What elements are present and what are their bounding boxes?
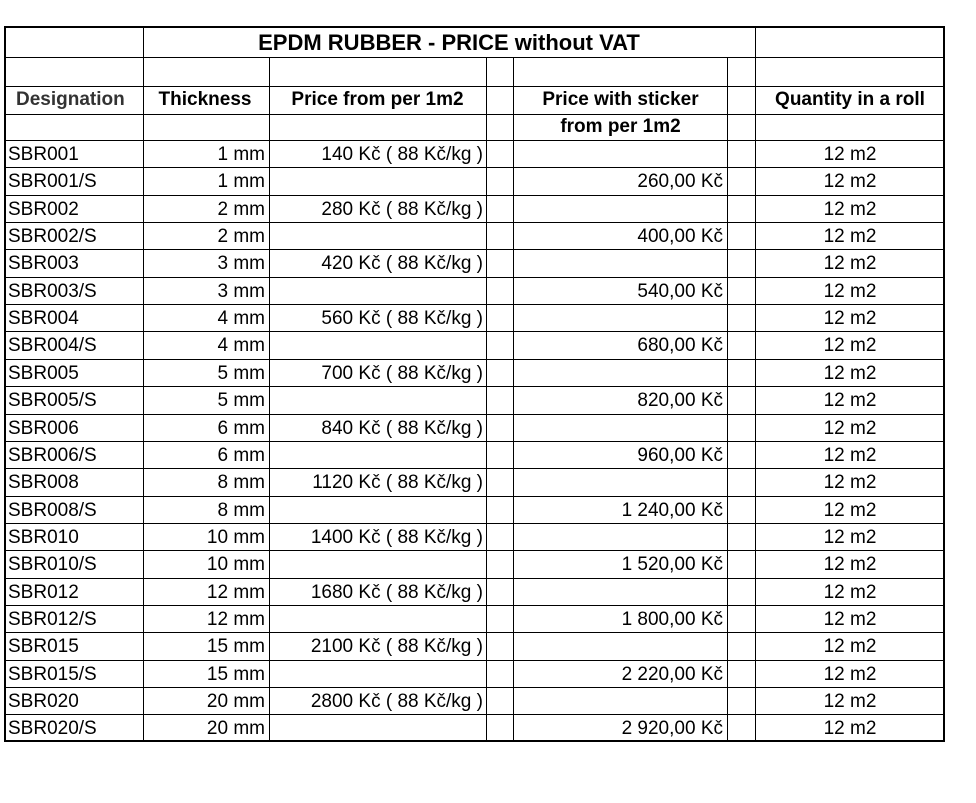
cell-price-per-m2: 2100 Kč ( 88 Kč/kg ) — [310, 637, 483, 657]
grid-hline — [6, 632, 943, 633]
grid-hline — [6, 578, 943, 579]
cell-price-with-sticker: 1 800,00 Kč — [621, 610, 723, 630]
header-thickness: Thickness — [158, 90, 252, 110]
cell-designation: SBR020/S — [8, 719, 97, 739]
cell-designation: SBR004/S — [8, 336, 97, 356]
grid-hline — [6, 714, 943, 715]
grid-vline — [486, 57, 487, 740]
cell-price-per-m2: 2800 Kč ( 88 Kč/kg ) — [310, 692, 483, 712]
grid-hline — [6, 331, 943, 332]
cell-thickness: 6 mm — [217, 446, 265, 466]
cell-price-per-m2 — [269, 391, 483, 413]
grid-hline — [6, 304, 943, 305]
cell-price-per-m2 — [269, 282, 483, 304]
cell-price-with-sticker — [513, 473, 723, 495]
cell-price-per-m2: 1400 Kč ( 88 Kč/kg ) — [310, 528, 483, 548]
cell-price-with-sticker: 1 240,00 Kč — [621, 501, 723, 521]
grid-hline — [6, 277, 943, 278]
cell-quantity: 12 m2 — [823, 391, 877, 411]
grid-vline — [727, 57, 728, 740]
cell-designation: SBR003/S — [8, 282, 97, 302]
grid-hline — [6, 414, 943, 415]
cell-price-with-sticker — [513, 309, 723, 331]
cell-quantity: 12 m2 — [823, 336, 877, 356]
cell-quantity: 12 m2 — [823, 501, 877, 521]
cell-designation: SBR006/S — [8, 446, 97, 466]
cell-thickness: 4 mm — [217, 309, 265, 329]
cell-quantity: 12 m2 — [823, 610, 877, 630]
cell-price-with-sticker: 2 220,00 Kč — [621, 665, 723, 685]
cell-price-per-m2 — [269, 501, 483, 523]
cell-thickness: 15 mm — [206, 665, 265, 685]
cell-price-with-sticker: 260,00 Kč — [637, 172, 723, 192]
cell-designation: SBR005/S — [8, 391, 97, 411]
cell-quantity: 12 m2 — [823, 309, 877, 329]
cell-thickness: 6 mm — [217, 419, 265, 439]
cell-price-with-sticker: 820,00 Kč — [637, 391, 723, 411]
cell-price-with-sticker — [513, 419, 723, 441]
cell-designation: SBR004 — [8, 309, 79, 329]
cell-quantity: 12 m2 — [823, 145, 877, 165]
cell-designation: SBR005 — [8, 364, 79, 384]
cell-quantity: 12 m2 — [823, 254, 877, 274]
cell-thickness: 20 mm — [206, 719, 265, 739]
cell-thickness: 8 mm — [217, 501, 265, 521]
cell-price-per-m2 — [269, 555, 483, 577]
cell-thickness: 2 mm — [217, 200, 265, 220]
header-price-with-sticker: Price with sticker — [542, 90, 699, 110]
grid-hline — [6, 687, 943, 688]
cell-price-with-sticker: 2 920,00 Kč — [621, 719, 723, 739]
grid-hline — [6, 605, 943, 606]
cell-price-with-sticker: 1 520,00 Kč — [621, 555, 723, 575]
cell-price-per-m2: 840 Kč ( 88 Kč/kg ) — [321, 419, 483, 439]
cell-thickness: 5 mm — [217, 391, 265, 411]
table-title: EPDM RUBBER - PRICE without VAT — [258, 30, 640, 55]
cell-designation: SBR001 — [8, 145, 79, 165]
cell-designation: SBR008 — [8, 473, 79, 493]
cell-price-per-m2 — [269, 336, 483, 358]
cell-designation: SBR015 — [8, 637, 79, 657]
cell-quantity: 12 m2 — [823, 200, 877, 220]
grid-hline — [6, 167, 943, 168]
grid-hline — [6, 222, 943, 223]
cell-thickness: 3 mm — [217, 282, 265, 302]
cell-quantity: 12 m2 — [823, 719, 877, 739]
cell-designation: SBR006 — [8, 419, 79, 439]
cell-thickness: 1 mm — [217, 172, 265, 192]
cell-price-per-m2: 280 Kč ( 88 Kč/kg ) — [321, 200, 483, 220]
grid-hline — [6, 468, 943, 469]
price-table — [4, 26, 945, 742]
grid-hline — [6, 57, 943, 58]
cell-price-with-sticker: 960,00 Kč — [637, 446, 723, 466]
cell-price-per-m2 — [269, 665, 483, 687]
header-price-with-sticker-line2: from per 1m2 — [560, 117, 681, 137]
cell-quantity: 12 m2 — [823, 665, 877, 685]
cell-price-per-m2 — [269, 172, 483, 194]
cell-price-with-sticker — [513, 692, 723, 714]
cell-price-with-sticker — [513, 254, 723, 276]
grid-hline — [6, 386, 943, 387]
cell-designation: SBR012 — [8, 583, 79, 603]
cell-price-per-m2 — [269, 446, 483, 468]
cell-thickness: 20 mm — [206, 692, 265, 712]
cell-price-per-m2: 1120 Kč ( 88 Kč/kg ) — [312, 473, 483, 493]
cell-quantity: 12 m2 — [823, 446, 877, 466]
cell-price-per-m2 — [269, 719, 483, 741]
grid-hline — [6, 86, 943, 87]
cell-thickness: 12 mm — [206, 583, 265, 603]
cell-designation: SBR010 — [8, 528, 79, 548]
cell-thickness: 5 mm — [217, 364, 265, 384]
cell-thickness: 8 mm — [217, 473, 265, 493]
cell-quantity: 12 m2 — [823, 419, 877, 439]
cell-designation: SBR001/S — [8, 172, 97, 192]
cell-thickness: 15 mm — [206, 637, 265, 657]
cell-thickness: 2 mm — [217, 227, 265, 247]
grid-hline — [6, 140, 943, 141]
cell-thickness: 3 mm — [217, 254, 265, 274]
cell-quantity: 12 m2 — [823, 473, 877, 493]
cell-price-per-m2: 700 Kč ( 88 Kč/kg ) — [321, 364, 483, 384]
cell-quantity: 12 m2 — [823, 555, 877, 575]
cell-designation: SBR003 — [8, 254, 79, 274]
cell-price-per-m2: 560 Kč ( 88 Kč/kg ) — [321, 309, 483, 329]
cell-quantity: 12 m2 — [823, 364, 877, 384]
cell-thickness: 10 mm — [206, 555, 265, 575]
cell-price-with-sticker: 680,00 Kč — [637, 336, 723, 356]
grid-hline — [6, 496, 943, 497]
header-quantity-in-roll: Quantity in a roll — [775, 90, 925, 110]
cell-price-with-sticker: 400,00 Kč — [637, 227, 723, 247]
cell-designation: SBR002 — [8, 200, 79, 220]
cell-price-per-m2 — [269, 610, 483, 632]
header-price-per-m2: Price from per 1m2 — [291, 90, 464, 110]
cell-designation: SBR002/S — [8, 227, 97, 247]
cell-price-with-sticker — [513, 364, 723, 386]
header-designation: Designation — [16, 90, 125, 110]
cell-designation: SBR020 — [8, 692, 79, 712]
grid-hline — [6, 441, 943, 442]
cell-thickness: 10 mm — [206, 528, 265, 548]
cell-designation: SBR010/S — [8, 555, 97, 575]
grid-hline — [6, 359, 943, 360]
cell-quantity: 12 m2 — [823, 583, 877, 603]
cell-price-per-m2: 1680 Kč ( 88 Kč/kg ) — [310, 583, 483, 603]
grid-hline — [6, 660, 943, 661]
cell-thickness: 1 mm — [217, 145, 265, 165]
grid-hline — [6, 523, 943, 524]
cell-quantity: 12 m2 — [823, 282, 877, 302]
cell-price-with-sticker: 540,00 Kč — [637, 282, 723, 302]
cell-price-with-sticker — [513, 637, 723, 659]
cell-quantity: 12 m2 — [823, 692, 877, 712]
cell-thickness: 12 mm — [206, 610, 265, 630]
grid-hline — [6, 249, 943, 250]
cell-thickness: 4 mm — [217, 336, 265, 356]
cell-price-per-m2: 140 Kč ( 88 Kč/kg ) — [321, 145, 483, 165]
cell-price-per-m2 — [269, 227, 483, 249]
cell-price-per-m2: 420 Kč ( 88 Kč/kg ) — [321, 254, 483, 274]
cell-designation: SBR012/S — [8, 610, 97, 630]
cell-price-with-sticker — [513, 528, 723, 550]
cell-quantity: 12 m2 — [823, 227, 877, 247]
cell-designation: SBR015/S — [8, 665, 97, 685]
cell-price-with-sticker — [513, 145, 723, 167]
cell-price-with-sticker — [513, 200, 723, 222]
cell-price-with-sticker — [513, 583, 723, 605]
cell-quantity: 12 m2 — [823, 172, 877, 192]
cell-quantity: 12 m2 — [823, 528, 877, 548]
grid-hline — [6, 195, 943, 196]
cell-designation: SBR008/S — [8, 501, 97, 521]
grid-hline — [6, 550, 943, 551]
cell-quantity: 12 m2 — [823, 637, 877, 657]
